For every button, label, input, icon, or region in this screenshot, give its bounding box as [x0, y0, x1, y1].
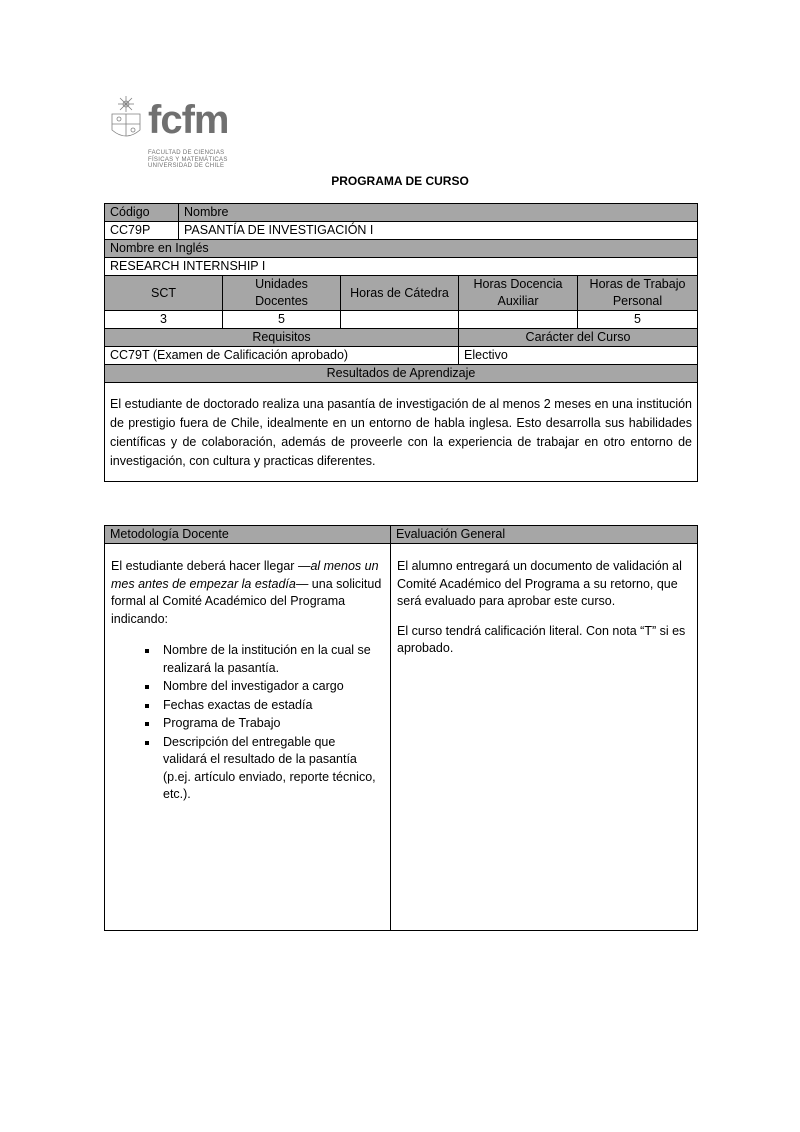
- credits-header-sct: SCT: [105, 276, 223, 311]
- logo-subtitle: [148, 150, 228, 170]
- intro-start: El estudiante deberá hacer llegar: [111, 559, 298, 573]
- evaluacion-label: Evaluación General: [391, 526, 698, 544]
- table-row: [105, 222, 698, 240]
- list-item: ▪ Nombre de la institución en la cual se realizará la pasantía.: [159, 642, 382, 677]
- requisitos-label: Requisitos: [105, 329, 459, 347]
- table-row: [105, 311, 698, 329]
- evaluacion-para-1: El alumno entregará un documento de validación al Comité Académico del Programa a su retorno, que será evaluado para aprobar este curso.: [397, 559, 682, 608]
- list-item: ▪ Programa de Trabajo: [159, 715, 382, 733]
- evaluacion-content: [391, 544, 698, 931]
- table-row: [105, 383, 698, 482]
- table-row: [105, 240, 698, 258]
- table-row: [105, 329, 698, 347]
- credits-value-personal: 5: [578, 311, 698, 329]
- logo-wordmark: fcfm: [148, 98, 229, 142]
- credits-value-catedra: [341, 311, 459, 329]
- logo-subtitle-line: UNIVERSIDAD DE CHILE: [148, 163, 225, 169]
- resultados-label: Resultados de Aprendizaje: [105, 365, 698, 383]
- credits-header-unidades: Unidades Docentes: [223, 276, 341, 311]
- course-code: CC79P: [105, 222, 179, 240]
- table-row: [105, 347, 698, 365]
- logo-subtitle-line: FACULTAD DE CIENCIAS: [148, 150, 225, 156]
- table-row: [105, 365, 698, 383]
- metodologia-label: Metodología Docente: [105, 526, 391, 544]
- codigo-label: Código: [105, 204, 179, 222]
- credits-value-unidades: 5: [223, 311, 341, 329]
- nombre-label: Nombre: [179, 204, 698, 222]
- table-row: [105, 258, 698, 276]
- table-row: [105, 204, 698, 222]
- list-item: ▪ Nombre del investigador a cargo: [159, 678, 382, 696]
- course-name: PASANTÍA DE INVESTIGACIÓN I: [179, 222, 698, 240]
- caracter-label: Carácter del Curso: [459, 329, 698, 347]
- credits-value-sct: 3: [105, 311, 223, 329]
- nombre-ingles-label: Nombre en Inglés: [105, 240, 698, 258]
- course-name-english: RESEARCH INTERNSHIP I: [105, 258, 698, 276]
- credits-header-auxiliar: Horas Docencia Auxiliar: [459, 276, 578, 311]
- university-emblem-icon: [106, 94, 146, 144]
- table-row: [105, 526, 698, 544]
- intro-end: una solicitud formal al Comité Académico del Programa indicando:: [111, 576, 382, 626]
- metodologia-intro: [111, 558, 382, 628]
- intro-emphasis: —al menos un mes antes de empezar la estadía—: [111, 559, 379, 591]
- logo-subtitle-line: FÍSICAS Y MATEMÁTICAS: [148, 156, 228, 163]
- metodologia-content: [105, 544, 391, 931]
- credits-value-auxiliar: [459, 311, 578, 329]
- fcfm-logo: [106, 94, 236, 174]
- credits-header-catedra: Horas de Cátedra: [341, 276, 459, 311]
- table-row: [105, 544, 698, 931]
- page-title: PROGRAMA DE CURSO: [331, 174, 469, 188]
- course-info-table: [104, 203, 698, 482]
- list-item: ▪ Descripción del entregable que validará el resultado de la pasantía (p.ej. artículo enviado, reporte técnico, etc.).: [159, 734, 382, 804]
- evaluacion-para-2: El curso tendrá calificación literal. Con nota “T” si es aprobado.: [397, 623, 686, 655]
- requirements-list: [111, 642, 382, 804]
- methodology-table: [104, 525, 698, 931]
- list-item: ▪ Fechas exactas de estadía: [159, 697, 382, 715]
- caracter-value: Electivo: [459, 347, 698, 365]
- requisitos-value: CC79T (Examen de Calificación aprobado): [105, 347, 459, 365]
- resultados-text: El estudiante de doctorado realiza una pasantía de investigación de al menos 2 meses en una institución de prestigio fuera de Chile, idealmente en un entorno de habla inglesa. Esto desarrolla sus habilidades científicas y de colaboración, además de proveerle con la experiencia de trabajar en otro entorno de investigación, con cultura y practicas diferentes.: [105, 383, 698, 482]
- table-row: [105, 276, 698, 311]
- credits-header-personal: Horas de Trabajo Personal: [578, 276, 698, 311]
